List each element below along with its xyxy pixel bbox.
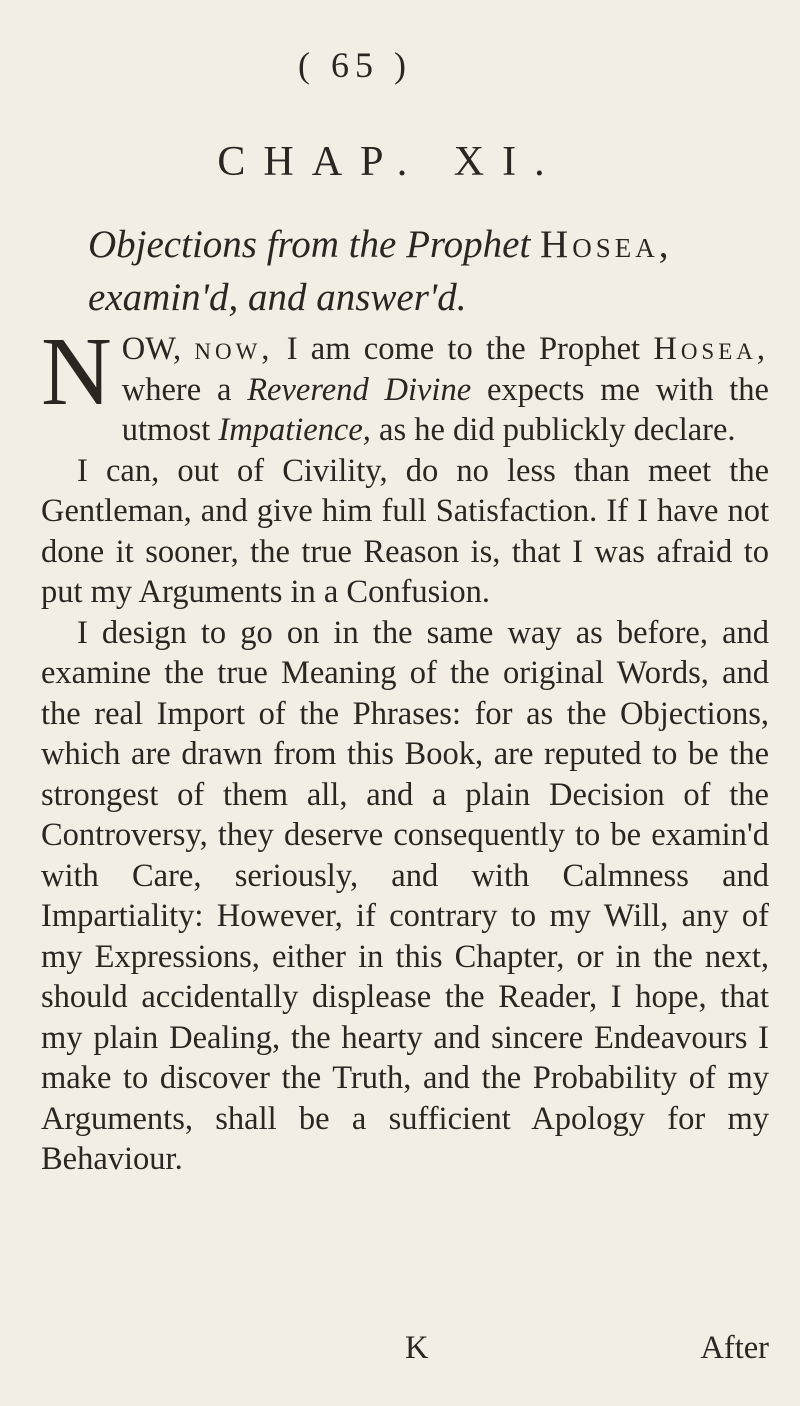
p1-text-2: where a: [121, 371, 248, 408]
chapter-heading: CHAP. XI.: [217, 139, 563, 185]
p1-italic-2: Impatience,: [218, 412, 371, 448]
p1-text-4: as he did publickly declare.: [370, 412, 736, 448]
p1-italic-1: Reverend Divine: [247, 371, 472, 408]
paragraph-2: I can, out of Civility, do no less than meet the Gentleman, and give him full Satisfaction. If I have not done it sooner, the true Reason is, that I was afraid to put my Arguments in a Confusion.: [41, 452, 769, 610]
page-number: ( 65 ): [298, 45, 412, 85]
drop-cap: N: [41, 318, 112, 426]
subtitle-name: Hosea,: [540, 223, 673, 266]
p1-text-1: I am come to the Prophet: [273, 331, 654, 367]
catchword: After: [700, 1330, 769, 1366]
subtitle-part2: examin'd, and answer'd.: [88, 276, 467, 319]
chapter-subtitle: [88, 218, 788, 324]
p1-lead: OW,: [121, 331, 182, 367]
p1-now: now,: [194, 331, 274, 367]
paragraph-1: [41, 318, 769, 451]
p1-prophet-name: Hosea,: [653, 331, 769, 367]
signature-mark: K: [405, 1330, 429, 1366]
body-text: [41, 318, 769, 1180]
paragraph-3: I design to go on in the same way as before, and examine the true Meaning of the original Words, and the real Import of the Phrases: for as the Objections, which are drawn from this Book, are reputed to be the strongest of them all, and a plain Decision of the Controversy, they deserve consequently to be examin'd with Care, seriously, and with Calmness and Impartiality: However, if contrary to my Will, any of my Expressions, either in this Chapter, or in the next, should accidentally displease the Reader, I hope, that my plain Dealing, the hearty and sincere Endeavours I make to discover the Truth, and the Probability of my Arguments, shall be a sufficient Apology for my Behaviour.: [41, 614, 769, 1177]
p1-text-3: expects me with the utmost: [121, 371, 769, 448]
page-footer: [41, 1330, 769, 1374]
subtitle-part1: Objections from the Prophet: [88, 223, 531, 266]
